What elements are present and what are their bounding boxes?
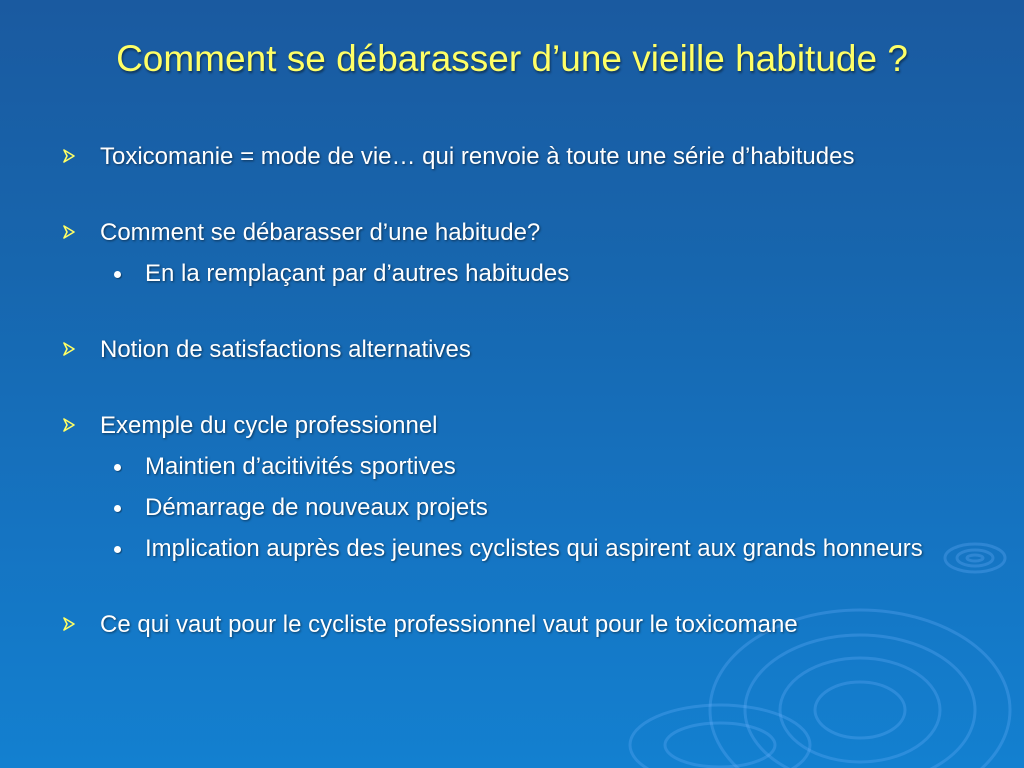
arrow-bullet-icon xyxy=(62,225,76,239)
bullet-text: Notion de satisfactions alternatives xyxy=(100,336,471,363)
dot-bullet-icon xyxy=(114,271,121,278)
bullet-item xyxy=(62,216,962,249)
arrow-bullet-icon xyxy=(62,342,76,356)
dot-bullet-icon xyxy=(114,505,121,512)
dot-bullet-icon xyxy=(114,546,121,553)
bullet-list xyxy=(62,140,962,641)
dot-bullet-icon xyxy=(114,464,121,471)
sub-bullet-item xyxy=(62,491,962,524)
bullet-item xyxy=(62,333,962,366)
sub-bullet-text: En la remplaçant par d’autres habitudes xyxy=(145,260,570,287)
arrow-bullet-icon xyxy=(62,149,76,163)
bullet-text: Toxicomanie = mode de vie… qui renvoie à toute une série d’habitudes xyxy=(100,143,855,170)
sub-bullet-item xyxy=(62,450,962,483)
arrow-bullet-icon xyxy=(62,617,76,631)
sub-bullet-item xyxy=(62,257,962,290)
sub-bullet-text: Démarrage de nouveaux projets xyxy=(145,494,488,521)
bullet-text: Exemple du cycle professionnel xyxy=(100,412,438,439)
sub-bullet-text: Maintien d’acitivités sportives xyxy=(145,453,456,480)
slide-title: Comment se débarasser d’une vieille habitude ? xyxy=(116,38,908,79)
sub-bullet-text: Implication auprès des jeunes cyclistes qui aspirent aux grands honneurs xyxy=(145,535,923,562)
bullet-item xyxy=(62,608,962,641)
sub-bullet-item xyxy=(62,532,962,565)
bullet-text: Comment se débarasser d’une habitude? xyxy=(100,219,541,246)
bullet-item xyxy=(62,140,962,173)
bullet-text: Ce qui vaut pour le cycliste professionnel vaut pour le toxicomane xyxy=(100,611,798,638)
arrow-bullet-icon xyxy=(62,418,76,432)
bullet-item xyxy=(62,409,962,442)
